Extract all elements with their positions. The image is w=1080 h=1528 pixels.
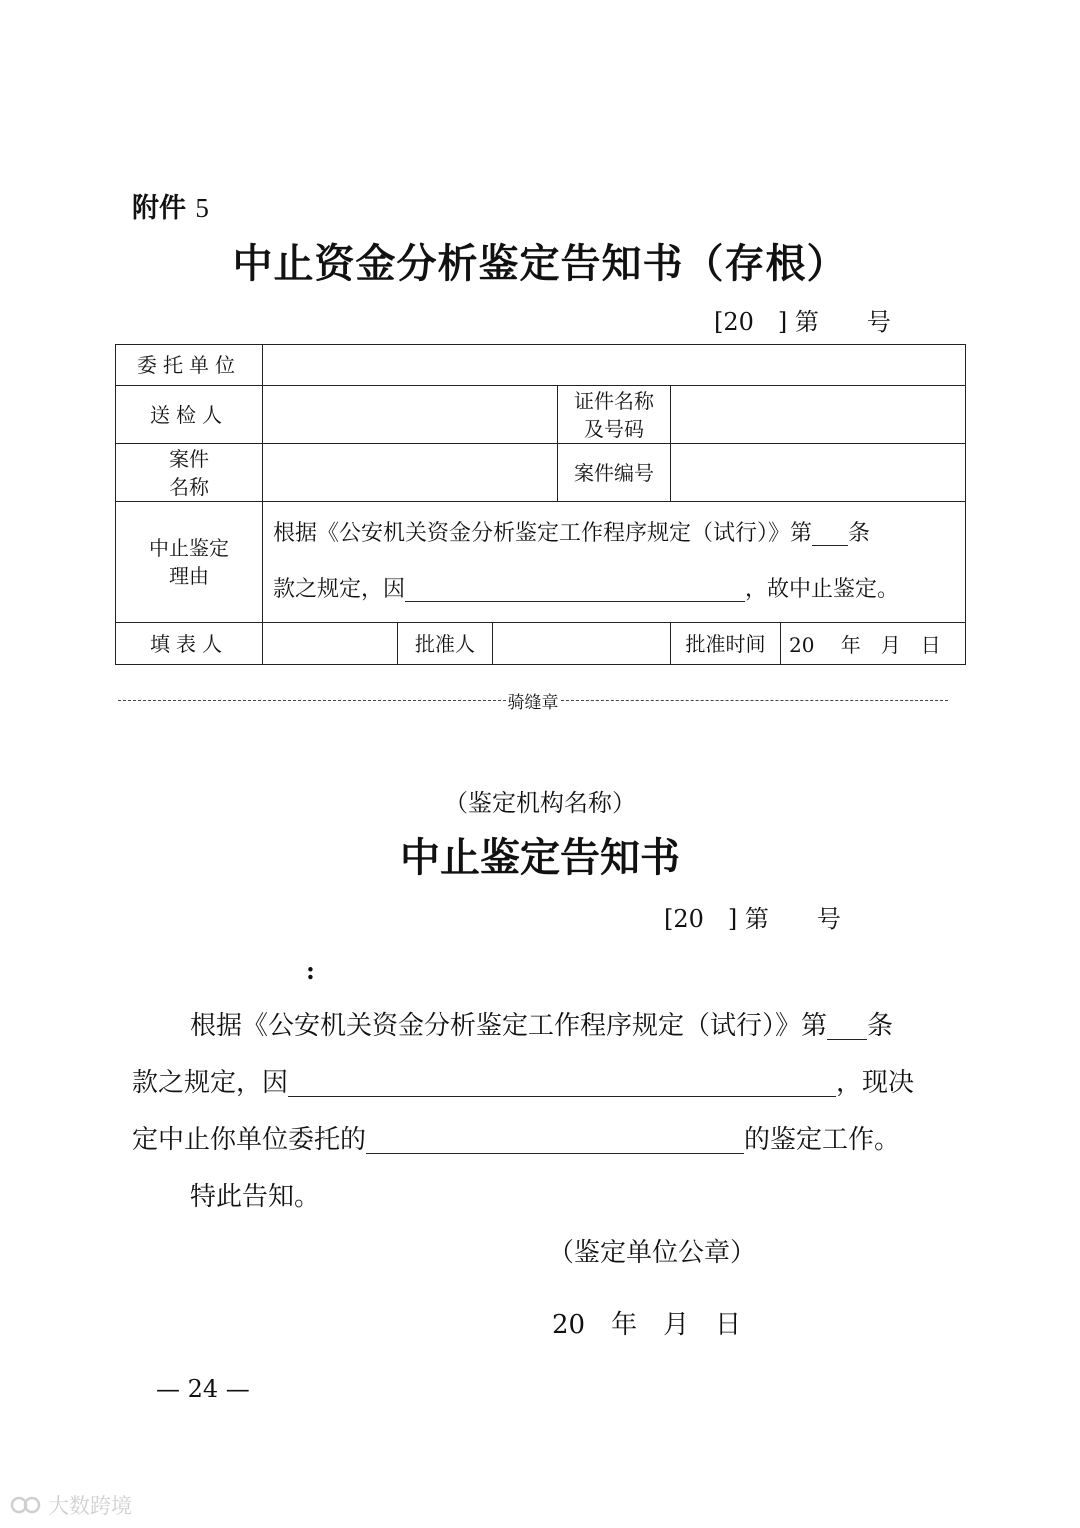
notice-reason-blank[interactable] (288, 1066, 836, 1097)
case-name-label-line2: 名称 (169, 474, 209, 499)
para2-part2: ，现决 (836, 1068, 915, 1098)
certificate-label (558, 386, 671, 444)
reason-label (116, 502, 263, 623)
approver-field[interactable] (493, 623, 671, 665)
approval-time-label: 批准时间 (671, 623, 781, 665)
entrusting-unit-field[interactable] (263, 345, 966, 386)
case-name-field[interactable] (263, 444, 558, 502)
salutation-colon: : (306, 956, 315, 985)
case-name-label-line1: 案件 (169, 446, 209, 471)
notice-title: 中止鉴定告知书 (400, 835, 680, 881)
reason-text-part2: 条 (848, 521, 871, 546)
stub-title: 中止资金分析鉴定告知书（存根） (232, 241, 848, 287)
entrusting-unit-label: 委托单位 (116, 345, 263, 386)
notice-paragraph-line2 (132, 1055, 952, 1111)
para2-part1: 款之规定，因 (132, 1068, 289, 1098)
reason-text-part3: 款之规定，因 (273, 577, 406, 602)
watermark-logo-icon (10, 1494, 44, 1516)
seam-dash-left (118, 700, 506, 701)
attachment-label (132, 186, 209, 225)
article-blank[interactable] (812, 515, 848, 546)
notice-paragraph-line4 (132, 1169, 952, 1225)
reason-label-line2: 理由 (169, 564, 209, 588)
para3-part2: 的鉴定工作。 (744, 1125, 901, 1155)
notice-paragraph-line1 (132, 998, 952, 1054)
reason-text-part4: ，故中止鉴定。 (745, 577, 900, 602)
approver-label: 批准人 (398, 623, 493, 665)
submitter-label: 送检人 (116, 386, 263, 444)
reason-text-part1: 根据《公安机关资金分析鉴定工作程序规定（试行）》第 (273, 521, 813, 546)
stub-doc-number: [20 ] 第 号 (714, 308, 891, 336)
para4-text: 特此告知。 (190, 1182, 321, 1212)
reason-blank[interactable] (405, 571, 745, 602)
case-number-label: 案件编号 (558, 444, 671, 502)
org-name-placeholder: （鉴定机构名称） (444, 789, 636, 817)
reason-label-line1: 中止鉴定 (149, 536, 229, 560)
submitter-field[interactable] (263, 386, 558, 444)
filler-label: 填表人 (116, 623, 263, 665)
certificate-label-line1: 证件名称 (574, 388, 654, 413)
seam-line (118, 688, 948, 712)
para3-part1: 定中止你单位委托的 (132, 1125, 367, 1155)
filler-field[interactable] (263, 623, 398, 665)
notice-entrusted-blank[interactable] (366, 1123, 744, 1154)
attachment-text: 附件 (132, 193, 186, 224)
seam-stamp-label: 骑缝章 (507, 692, 559, 713)
certificate-field[interactable] (671, 386, 966, 444)
para1-part1: 根据《公安机关资金分析鉴定工作程序规定（试行）》第 (190, 1011, 828, 1041)
attachment-number: 5 (195, 193, 209, 223)
notice-date: 20 年 月 日 (552, 1310, 742, 1340)
notice-article-blank[interactable] (827, 1009, 867, 1040)
seal-placeholder: （鉴定单位公章） (548, 1238, 757, 1268)
para1-part2: 条 (867, 1011, 894, 1041)
watermark-text: 大数跨境 (48, 1494, 132, 1518)
case-number-field[interactable] (671, 444, 966, 502)
certificate-label-line2: 及号码 (584, 416, 644, 441)
page-number: — 24 — (156, 1375, 250, 1403)
watermark (10, 1490, 132, 1520)
stub-table (115, 344, 966, 665)
reason-text (263, 502, 966, 623)
notice-doc-number: [20 ] 第 号 (664, 905, 841, 933)
notice-paragraph-line3 (132, 1112, 952, 1168)
case-name-label (116, 444, 263, 502)
seam-dash-right (561, 700, 949, 701)
approval-date: 20 年 月 日 (781, 623, 966, 665)
